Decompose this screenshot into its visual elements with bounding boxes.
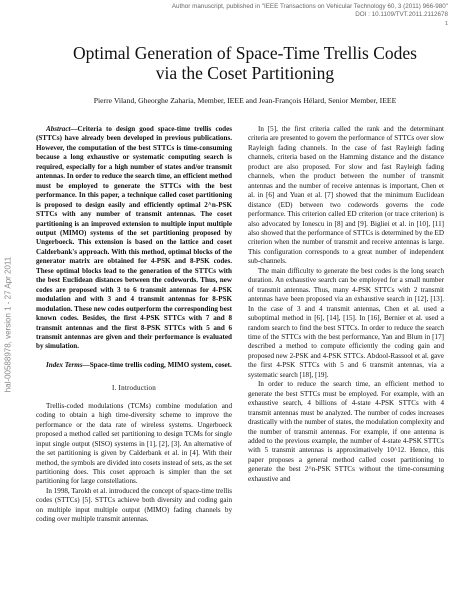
index-terms-lead: Index Terms bbox=[46, 360, 83, 369]
index-terms bbox=[36, 361, 232, 370]
publication-note bbox=[118, 3, 448, 19]
right-column bbox=[248, 125, 444, 484]
index-terms-text: —Space-time trellis coding, MIMO system, coset. bbox=[82, 360, 232, 369]
hal-side-identifier: hal-00588978, version 1 - 27 Apr 2011 bbox=[3, 256, 13, 393]
publication-doi: DOI : 10.1109/TVT.2011.2112678 bbox=[355, 11, 448, 18]
abstract-text: —Criteria to design good space-time trellis codes (STTCs) have already been developed in previous publications. However, the computation of the best STTCs is time-consuming because a long exhaustive or systematic computing search is required, especially for a high number of states and/or transmit antennas. In order to reduce the search time, an efficient method must be employed to generate the STTCs with the best performance. In this paper, a technique called coset partitioning is proposed to design easily and efficiently optimal 2^n-PSK STTCs with any number of transmit antennas. The coset partitioning is an improved extension to multiple input multiple output (MIMO) systems of the set partitioning proposed by Ungerboeck. This extension is based on the lattice and coset Calderbank's approach. With this method, optimal blocks of the generator matrix are obtained for 4-PSK and 8-PSK codes. These optimal blocks lead to the generation of the STTCs with the best Euclidean distances between the codewords. Thus, new codes are proposed with 3 to 6 transmit antennas for 4-PSK modulation and with 3 and 4 transmit antennas for 8-PSK modulation. These new codes outperform the corresponding best known codes. Besides, the first 4-PSK STTCs with 7 and 8 transmit antennas and the first 8-PSK STTCs with 5 and 6 transmit antennas are given and their performance is evaluated by simulation. bbox=[36, 125, 232, 351]
left-column bbox=[36, 125, 232, 525]
abstract bbox=[36, 125, 232, 352]
abstract-lead: Abstract bbox=[46, 125, 71, 133]
body-paragraph-3: In order to reduce the search time, an efficient method to generate the best STTCs must be employed. For example, with an exhaustive search, 4 billions of 4-state 4-PSK STTCs with 4 transmit antennas must be analyzed. The number of codes increases drastically with the number of states, the modulation complexity and the number of transmit antennas. For example, if one antenna is added to the previous example, the number of 4-state 4-PSK STTCs with 5 transmit antennas is approximatively 10^12. Hence, this paper proposes a general method called coset partitioning to generate the best 2^n-PSK STTCs without the time-consuming exhaustive and bbox=[248, 380, 444, 483]
title-line-2: via the Coset Partitioning bbox=[155, 63, 335, 83]
body-paragraph-1: In [5], the first criteria called the rank and the determinant criteria are presented to govern the performance of STTCs over slow Rayleigh fading channels. In the case of fast Rayleigh fading channels, criteria based on the Hamming distance and the distance product are also proposed. For slow and fast Rayleigh fading channels, when the product between the number of transmit antennas and the number of receive antennas is important, Chen et al. in [6] and Yuan et al. [7] showed that the minimum Euclidean distance (ED) between two codewords governs the code performance. This criterion called ED criterion (or trace criterion) is also advocated by Ionescu in [8] and [9]. Bigliei et al. in [10], [11] also showed that the performance of STTCs is determined by the ED criterion when the number of transmit and receive antennas is large. This configuration corresponds to a great number of independent sub-channels. bbox=[248, 125, 444, 266]
authors-line: Pierre Viland, Gheorghe Zaharia, Member, IEEE and Jean-François Hélard, Senior Member, IEEE bbox=[93, 96, 397, 105]
section-heading: I. Introduction bbox=[112, 384, 156, 393]
intro-paragraph-1: Trellis-coded modulations (TCMs) combine modulation and coding to obtain a high time-diversity scheme to improve the performance or the data rate of wireless systems. Ungerboeck proposed a method called set partitioning to design TCMs for single input single output (SISO) systems in [1], [2], [3]. An alternative of the set partitioning is given by Calderbank et al. in [4]. With their method, the symbols are divided into cosets instead of sets, as the set partitioning does. This coset approach is simpler than the set partitioning for large constellations. bbox=[36, 401, 232, 486]
intro-paragraph-2: In 1998, Tarokh et al. introduced the concept of space-time trellis codes (STTCs) [5]. STTCs achieve both diversity and coding gain on multiple input multiple output (MIMO) fading channels by coding over multiple transmit antennas. bbox=[36, 486, 232, 524]
title-line-1: Optimal Generation of Space-Time Trellis Codes bbox=[73, 43, 417, 63]
publication-note-line1: Author manuscript, published in "IEEE Transactions on Vehicular Technology 60, 3 (2011) 966-980" bbox=[171, 3, 448, 10]
page-number: 1 bbox=[444, 21, 448, 27]
paper-title bbox=[40, 43, 450, 83]
body-paragraph-2: The main difficulty to generate the best codes is the long search duration. An exhaustive search can be employed for a small number of transmit antennas. Thus, many 4-PSK STTCs with 2 transmit antennas have been proposed via an exhaustive search in [12], [13]. In the case of 3 and 4 transmit antennas, Chen et al. used a suboptimal method in [6], [14], [15]. In [16], Bernier et al. used a random search to find the best STTCs. In order to reduce the search time of the STTCs with the best performance, Yan and Blum in [17] described a method to compute efficiently the coding gain and proposed new 2-PSK and 4-PSK STTCs. Abdool-Rassool et al. gave the first 4-PSK STTCs with 5 and 6 transmit antennas, via a systematic search [18], [19]. bbox=[248, 266, 444, 379]
